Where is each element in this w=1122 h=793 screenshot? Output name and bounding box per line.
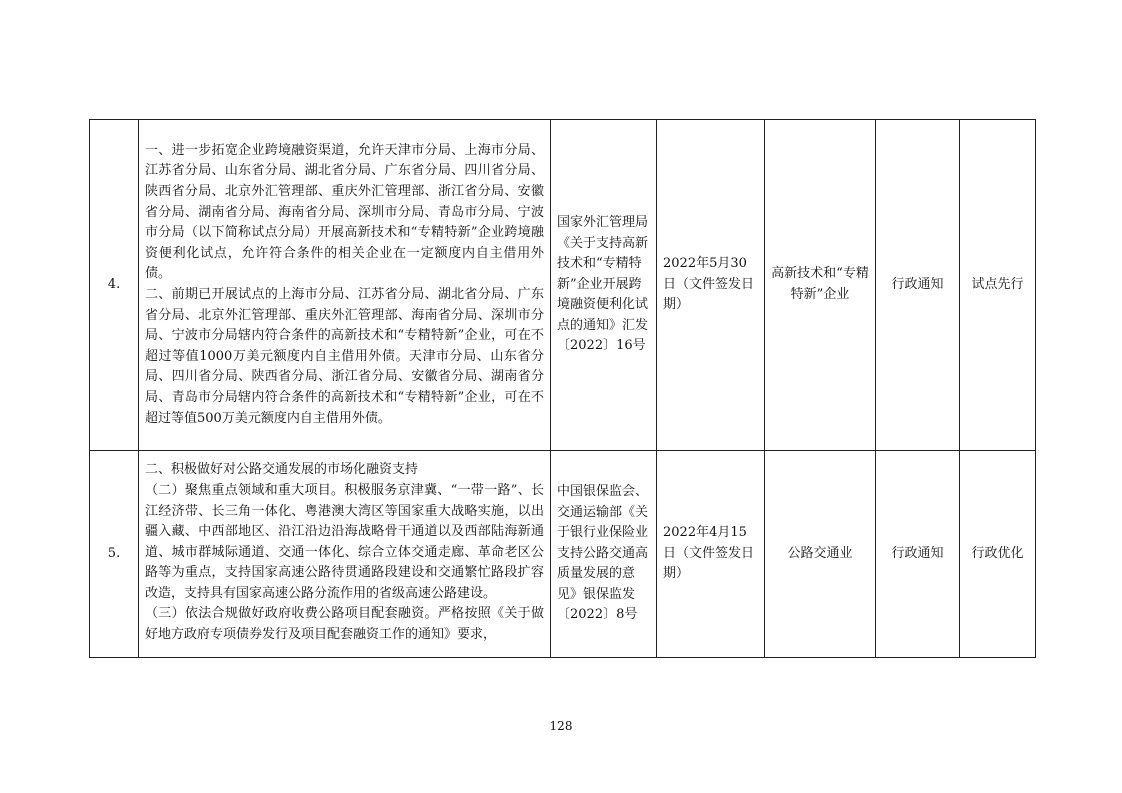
target-industry: 高新技术和“专精特新”企业	[765, 120, 876, 451]
page-number: 128	[549, 719, 573, 733]
content-paragraph: 一、进一步拓宽企业跨境融资渠道，允许天津市分局、上海市分局、江苏省分局、山东省分局、湖北省分局、广东省分局、四川省分局、陕西省分局、北京外汇管理部、重庆外汇管理部、浙江省分局、安徽省分局、湖南省分局、海南省分局、深圳市分局、青岛市分局、宁波市分局（以下简称试点分局）开展高新技术和“专精特新”企业跨境融资便利化试点，允许符合条件的相关企业在一定额度内自主借用外债。	[145, 142, 544, 282]
issue-date: 2022年4月15日（文件签发日期）	[657, 451, 765, 658]
measure-type: 试点先行	[960, 120, 1036, 451]
row-number: 4.	[90, 120, 139, 451]
content-paragraph: （三）依法合规做好政府收费公路项目配套融资。严格按照《关于做好地方政府专项债券发行及项目配套融资工作的通知》要求，	[145, 606, 544, 643]
table-row	[90, 120, 1036, 451]
table-row	[90, 451, 1036, 658]
measure-type: 行政优化	[960, 451, 1036, 658]
target-industry: 公路交通业	[765, 451, 876, 658]
measure-kind: 行政通知	[876, 120, 960, 451]
measure-kind: 行政通知	[876, 451, 960, 658]
content-paragraph: （二）聚焦重点领域和重大项目。积极服务京津冀、“一带一路”、长江经济带、长三角一体化、粤港澳大湾区等国家重大战略实施，以出疆入藏、中西部地区、沿江沿边沿海战略骨干通道以及西部陆海新通道、城市群城际通道、交通一体化、综合立体交通走廊、革命老区公路等为重点，支持国家高速公路待贯通路段建设和交通繁忙路段扩容改造，支持具有国家高速公路分流作用的省级高速公路建设。	[145, 482, 544, 601]
content-paragraph: 二、前期已开展试点的上海市分局、江苏省分局、湖北省分局、广东省分局、北京外汇管理部、重庆外汇管理部、海南省分局、深圳市分局、宁波市分局辖内符合条件的高新技术和“专精特新”企业，可在不超过等值1000万美元额度内自主借用外债。天津市分局、山东省分局、四川省分局、陕西省分局、浙江省分局、安徽省分局、湖南省分局、青岛市分局辖内符合条件的高新技术和“专精特新”企业，可在不超过等值500万美元额度内自主借用外债。	[145, 287, 544, 426]
source-document: 中国银保监会、交通运输部《关于银行业保险业支持公路交通高质量发展的意见》银保监发〔2022〕8号	[551, 451, 657, 658]
issue-date: 2022年5月30日（文件签发日期）	[657, 120, 765, 451]
policy-table	[89, 119, 1036, 658]
row-number: 5.	[90, 451, 139, 658]
source-document: 国家外汇管理局《关于支持高新技术和“专精特新”企业开展跨境融资便利化试点的通知》汇发〔2022〕16号	[551, 120, 657, 451]
measure-content	[139, 451, 551, 658]
content-paragraph: 二、积极做好对公路交通发展的市场化融资支持	[145, 462, 419, 478]
measure-content	[139, 120, 551, 451]
